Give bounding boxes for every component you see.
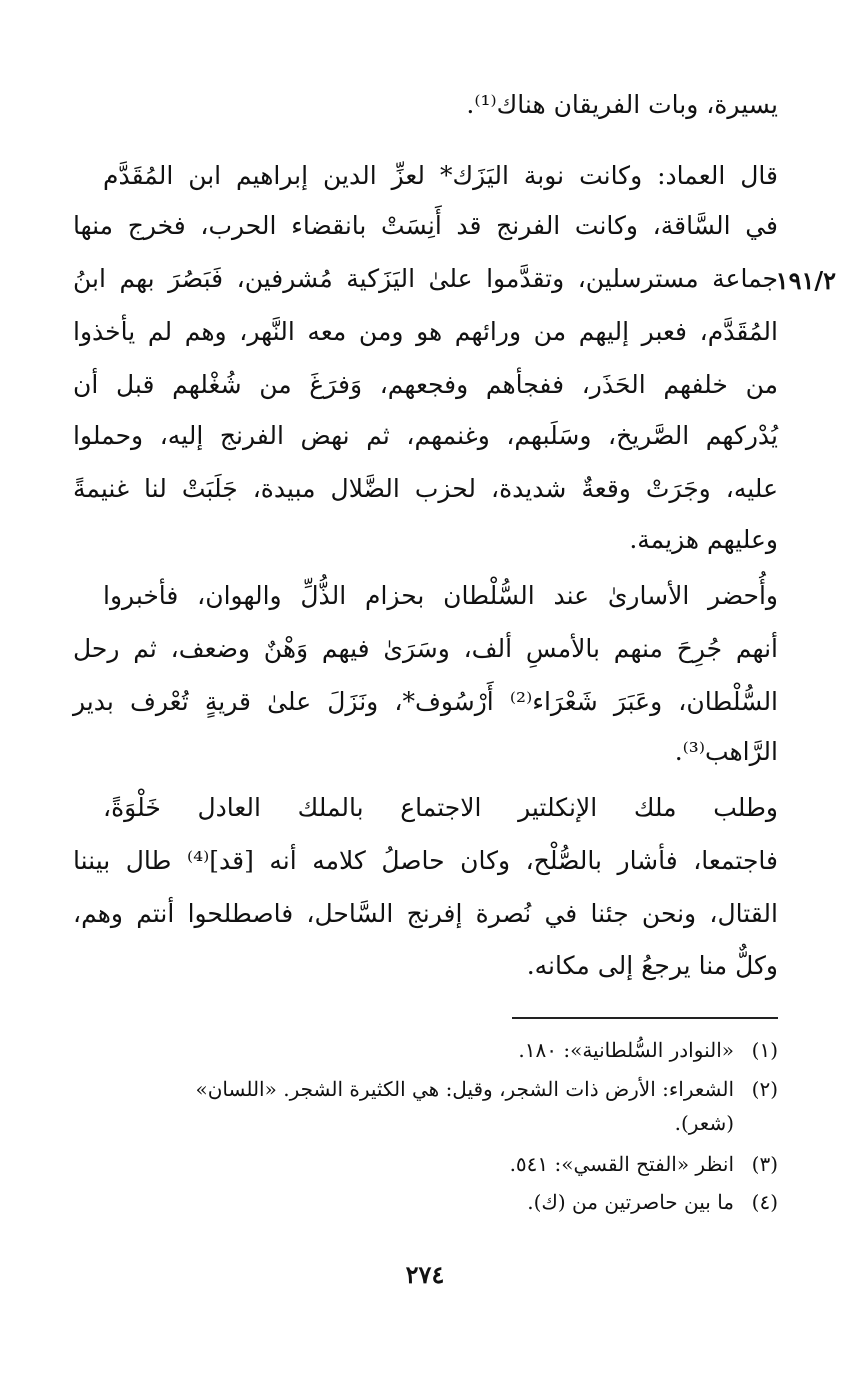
body-line: قال العماد: وكانت نوبة اليَزَك* لعزِّ الدين إبراهيم ابن المُقَدَّم	[103, 161, 778, 190]
body-line: وعليهم هزيمة.	[629, 525, 778, 554]
body-line: فاجتمعا، فأشار بالصُّلْح، وكان حاصلُ كلامه أنه [قد]⁽⁴⁾ طال بيننا	[73, 846, 778, 875]
footnote-number: (٤)	[751, 1190, 778, 1214]
body-line: من خلفهم الحَذَر، ففجأهم وفجعهم، وَفرَغَ من شُغْلهم قبل أن	[73, 370, 778, 399]
footnote-number: (٣)	[751, 1152, 778, 1176]
body-line: وأُحضر الأسارىٰ عند السُّلْطان بحزام الذُّلِّ والهوان، فأخبروا	[103, 581, 778, 610]
footnote-text: «النوادر السُّلطانية»: ١٨٠.	[518, 1038, 734, 1062]
footnote-text: ما بين حاصرتين من (ك).	[527, 1190, 734, 1214]
page-number: ٢٧٤	[405, 1260, 445, 1289]
footnote-text: انظر «الفتح القسي»: ٥٤١.	[509, 1152, 734, 1176]
footnote-text: الشعراء: الأرض ذات الشجر، وقيل: هي الكثيرة الشجر. «اللسان»	[195, 1077, 734, 1101]
margin-reference: ١٩١/٢	[775, 266, 836, 295]
body-line: وكلٌّ منا يرجعُ إلى مكانه.	[526, 951, 778, 980]
body-line: جماعة مسترسلين، وتقدَّموا علىٰ اليَزَكية مُشرفين، فَبَصُرَ بهم ابنُ	[73, 264, 778, 293]
body-line: وطلب ملك الإنكلتير الاجتماع بالملك العادل خَلْوَةً،	[103, 793, 778, 822]
footnote-separator	[512, 1017, 778, 1019]
body-line: يُدْركهم الصَّريخ، وسَلَبهم، وغنمهم، ثم نهض الفرنج إليه، وحملوا	[73, 421, 778, 450]
footnote	[73, 1149, 778, 1179]
footnote-number: (١)	[751, 1038, 778, 1062]
footnote-number: (٢)	[751, 1077, 778, 1101]
footnote	[73, 1187, 778, 1217]
footnote-continuation: (شعر).	[674, 1111, 734, 1135]
body-line: القتال، ونحن جئنا في نُصرة إفرنج السَّاحل، فاصطلحوا أنتم وهم،	[73, 899, 778, 928]
body-line: المُقَدَّم، فعبر إليهم من ورائهم هو ومن معه النَّهر، وهم لم يأخذوا	[73, 317, 778, 346]
body-line: السُّلْطان، وعَبَرَ شَعْرَاء⁽²⁾ أَرْسُوف*، ونَزَلَ علىٰ قريةٍ تُعْرف بدير	[73, 687, 779, 716]
body-line: أنهم جُرِحَ منهم بالأمسِ ألف، وسَرَىٰ فيهم وَهْنٌ وضعف، ثم رحل	[73, 634, 778, 663]
body-line: الرَّاهب⁽³⁾.	[674, 737, 778, 766]
body-line: في السَّاقة، وكانت الفرنج قد أَنِسَتْ بانقضاء الحرب، فخرج منها	[73, 211, 778, 240]
footnote	[73, 1074, 778, 1104]
footnote	[73, 1035, 778, 1065]
body-line: يسيرة، وبات الفريقان هناك⁽¹⁾.	[466, 90, 778, 119]
body-line: عليه، وجَرَتْ وقعةٌ شديدة، لحزب الضَّلال مبيدة، جَلَبَتْ لنا غنيمةً	[73, 474, 778, 503]
